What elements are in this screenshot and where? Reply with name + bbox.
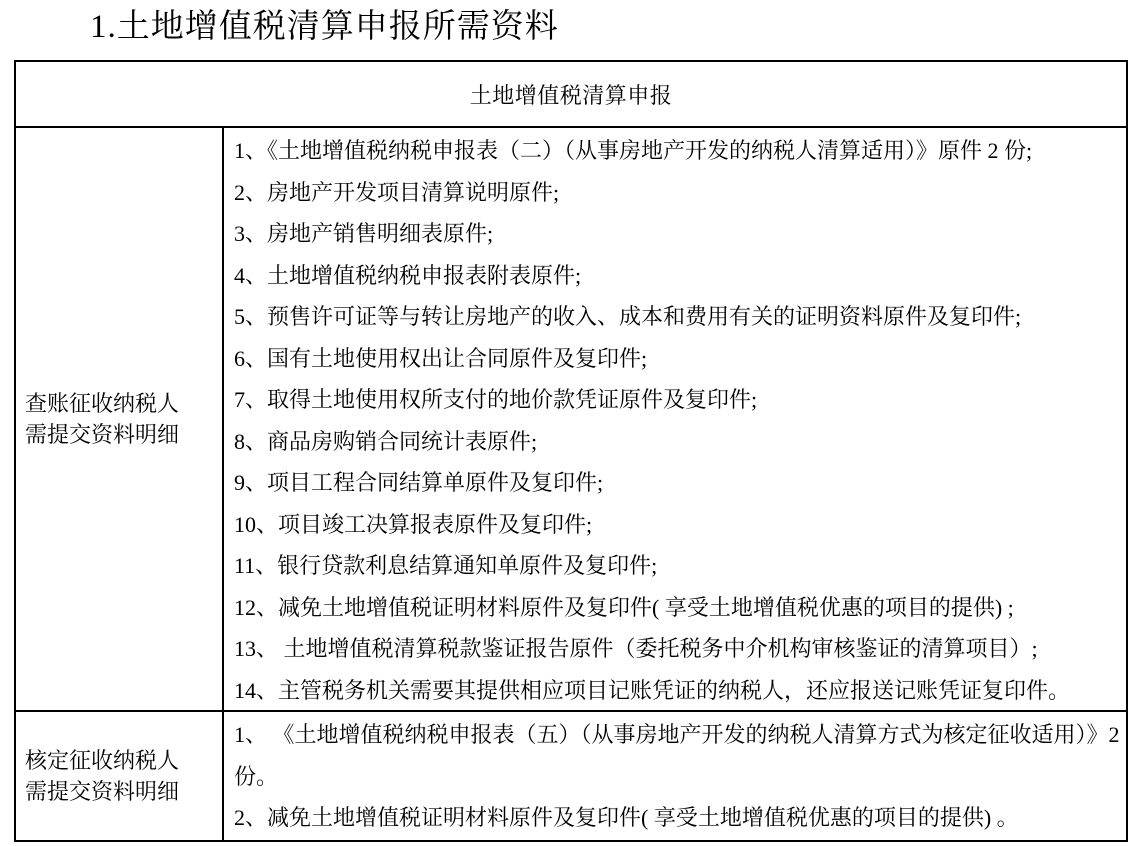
checklist-item: 7、取得土地使用权所支付的地价款凭证原件及复印件; — [234, 387, 758, 412]
checklist-item: 13、 土地增值税清算税款鉴证报告原件（委托税务中介机构审核鉴证的清算项目）; — [234, 636, 1038, 661]
checklist-item: 2、减免土地增值税证明材料原件及复印件( 享受土地增值税优惠的项目的提供) 。 — [234, 805, 1019, 830]
row-label-line: 需提交资料明细 — [25, 422, 180, 447]
checklist-item: 2、房地产开发项目清算说明原件; — [234, 179, 560, 205]
row-label-line: 查账征收纳税人 — [25, 391, 180, 416]
table-row-audit-collection — [16, 128, 1126, 712]
row-label-assessed-collection — [16, 712, 224, 840]
table-header: 土地增值税清算申报 — [16, 62, 1126, 128]
checklist-item: 4、土地增值税纳税申报表附表原件; — [234, 262, 582, 288]
checklist-item: 3、房地产销售明细表原件; — [234, 221, 494, 246]
checklist-item: 14、主管税务机关需要其提供相应项目记账凭证的纳税人，还应报送记账凭证复印件。 — [234, 677, 1071, 703]
checklist-item: 8、商品房购销合同统计表原件; — [234, 428, 538, 454]
table-row-assessed-collection — [16, 712, 1126, 840]
checklist-item: 11、银行贷款利息结算通知单原件及复印件; — [234, 553, 658, 578]
checklist-item: 6、国有土地使用权出让合同原件及复印件; — [234, 345, 648, 371]
checklist-item: 12、减免土地增值税证明材料原件及复印件( 享受土地增值税优惠的项目的提供) ; — [234, 594, 1014, 620]
checklist-item: 1、《土地增值税纳税申报表（二）（从事房地产开发的纳税人清算适用）》原件 2 份; — [234, 138, 1033, 163]
checklist-item: 1、 《土地增值税纳税申报表（五）（从事房地产开发的纳税人清算方式为核定征收适用）》2 份。 — [234, 722, 1120, 789]
checklist-item: 5、预售许可证等与转让房地产的收入、成本和费用有关的证明资料原件及复印件; — [234, 304, 1022, 329]
checklist-item: 9、项目工程合同结算单原件及复印件; — [234, 470, 604, 495]
requirements-table — [14, 60, 1128, 842]
items-list-assessed-collection — [224, 712, 1126, 840]
row-label-line: 核定征收纳税人 — [25, 748, 180, 773]
checklist-item: 10、项目竣工决算报表原件及复印件; — [234, 511, 593, 537]
row-label-audit-collection — [16, 128, 224, 710]
row-label-line: 需提交资料明细 — [25, 779, 180, 804]
items-list-audit-collection — [224, 128, 1126, 710]
page-title: 1.土地增值税清算申报所需资料 — [90, 9, 559, 45]
